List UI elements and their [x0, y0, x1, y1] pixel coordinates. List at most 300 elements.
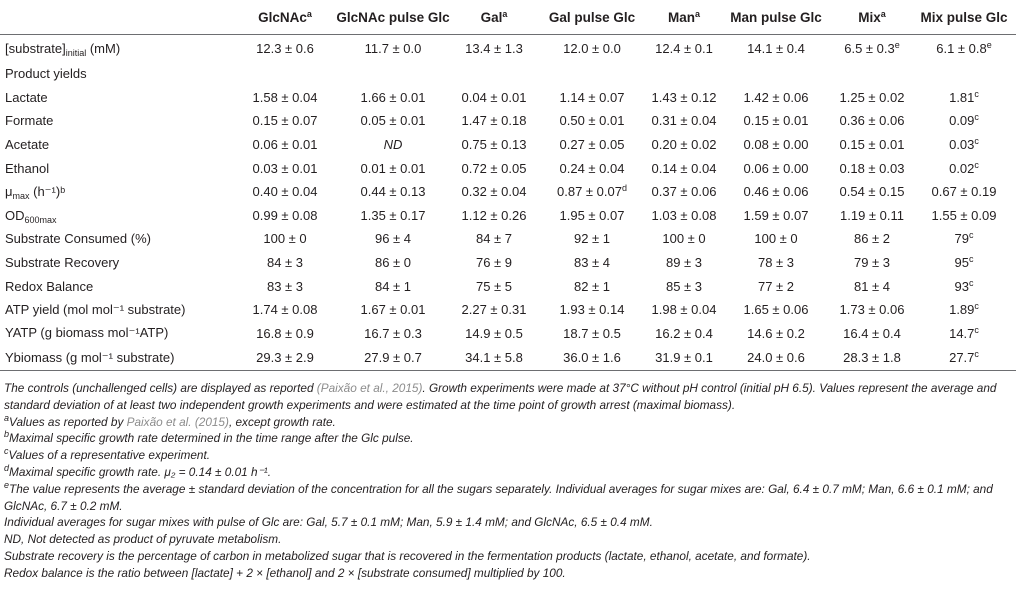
cell-value: 92 ± 1: [573, 231, 611, 247]
column-header-label: GlcNAc: [258, 9, 307, 25]
table-cell: [648, 133, 720, 157]
cell-value: 6.5 ± 0.3: [844, 41, 895, 56]
cell-value: 14.7: [949, 325, 975, 341]
footnote-marker: e: [894, 40, 900, 50]
row-label-text: ATP yield (mol mol⁻¹ substrate): [5, 301, 186, 317]
column-header-label: Gal pulse Glc: [548, 9, 636, 25]
table-cell: [236, 274, 334, 298]
table-row: [0, 180, 1016, 204]
cell-value: 18.7 ± 0.5: [563, 325, 621, 341]
row-label: [0, 156, 236, 180]
cell-value: 14.9 ± 0.5: [465, 325, 523, 341]
table-row: [0, 345, 1016, 371]
footnote-marker: c: [974, 324, 979, 335]
cell-value: 16.2 ± 0.4: [655, 325, 713, 341]
table-cell: [912, 133, 1016, 157]
cell-value: 84 ± 1: [374, 278, 412, 294]
column-header-label: GlcNAc pulse Glc: [336, 9, 450, 25]
table-row: [0, 298, 1016, 322]
footnote-e: $^e$The value represents the average ± standard deviation of the concentration for all the sugars separately. Individual averages for sugar mixes are: Gal, 6.4 ± 0.7 mM; Man, 6.6 ± 0.1 mM; and GlcNAc, 6.7 ± 0.2 mM.: [4, 479, 993, 513]
footnote-marker: d: [621, 183, 627, 194]
cell-value: 78 ± 3: [757, 255, 795, 271]
footnote-marker: a: [502, 8, 508, 19]
table-cell: [648, 109, 720, 133]
cell-value: 76 ± 9: [475, 255, 513, 271]
table-cell: [536, 109, 648, 133]
table-cell: [912, 180, 1016, 204]
table-cell: [536, 227, 648, 251]
cell-value: 12.4 ± 0.1: [655, 41, 713, 56]
table-cell: [720, 251, 832, 275]
cell-value: 28.3 ± 1.8: [843, 350, 901, 366]
footnote-redox: Redox balance is the ratio between [lactate] + 2 × [ethanol] and 2 × [substrate consumed] multiplied by 100.: [4, 565, 566, 580]
table-cell: [648, 62, 720, 86]
table-cell: [832, 133, 912, 157]
table-cell: [912, 298, 1016, 322]
cell-value: 77 ± 2: [757, 278, 795, 294]
row-label: [0, 86, 236, 110]
table-cell: [832, 274, 912, 298]
column-header: [0, 0, 236, 35]
table-cell: [452, 274, 536, 298]
footnote-pulse: Individual averages for sugar mixes with pulse of Glc are: Gal, 5.7 ± 0.1 mM; Man, 5.9 ± 1.4 mM; and GlcNAc, 6.5 ± 0.4 mM.: [4, 515, 653, 530]
cell-value: 16.7 ± 0.3: [364, 325, 422, 341]
table-row: [0, 274, 1016, 298]
footnote-b: $^b$Maximal specific growth rate determined in the time range after the Glc pulse.: [4, 429, 414, 446]
table-cell: [452, 156, 536, 180]
table-cell: [648, 180, 720, 204]
cell-value: 16.8 ± 0.9: [256, 325, 314, 341]
table-cell: [832, 298, 912, 322]
row-label-text: Product yields: [5, 66, 87, 82]
cell-value: 0.06 ± 0.01: [252, 137, 318, 153]
table-cell: [452, 35, 536, 63]
row-label: [0, 227, 236, 251]
table-body: [0, 35, 1016, 371]
cell-value: 31.9 ± 0.1: [655, 350, 713, 366]
footnote-marker: c: [974, 88, 979, 99]
row-label-suffix: (mM): [86, 41, 121, 56]
table-row: [0, 133, 1016, 157]
table-cell: [452, 204, 536, 228]
table-cell: [912, 86, 1016, 110]
cell-value: 1.55 ± 0.09: [931, 207, 997, 223]
table-row: [0, 86, 1016, 110]
column-header: [912, 0, 1016, 35]
column-header-label: Gal: [480, 9, 503, 25]
column-header: [832, 0, 912, 35]
table-cell: [334, 35, 452, 63]
table-cell: [648, 86, 720, 110]
row-label-subscript: 600max: [24, 214, 57, 225]
footnote-d: $^d$Maximal specific growth rate. μ₂ = 0.14 ± 0.01 h⁻¹.: [4, 462, 272, 479]
table-cell: [720, 345, 832, 371]
table-cell: [236, 35, 334, 63]
cell-value: ND: [383, 137, 403, 153]
table-cell: [648, 322, 720, 346]
footnote-marker: c: [974, 301, 979, 312]
cell-value: 0.32 ± 0.04: [461, 184, 527, 200]
cell-value: 79 ± 3: [853, 255, 891, 271]
table-cell: [452, 345, 536, 371]
cell-value: 1.03 ± 0.08: [651, 207, 717, 223]
header-row: [0, 0, 1016, 35]
cell-value: 27.7: [949, 350, 975, 366]
column-header-label: Man: [667, 9, 695, 25]
table-cell: [832, 322, 912, 346]
cell-value: 12.3 ± 0.6: [256, 41, 314, 56]
footnote-marker: c: [974, 136, 979, 147]
table-cell: [334, 298, 452, 322]
cell-value: 0.04 ± 0.01: [461, 89, 527, 105]
footnote-recovery: Substrate recovery is the percentage of carbon in metabolized sugar that is recovered in the fermentation products (lactate, ethanol, acetate, and formate).: [4, 548, 811, 563]
table-cell: [236, 322, 334, 346]
table-cell: [832, 35, 912, 63]
column-header-label: Mix pulse Glc: [920, 9, 1008, 25]
row-label-text: Acetate: [5, 137, 50, 153]
cell-value: 1.12 ± 0.26: [461, 207, 527, 223]
table-cell: [236, 251, 334, 275]
row-label-text: μ: [5, 183, 13, 199]
cell-value: 100 ± 0: [263, 231, 307, 247]
table-cell: [334, 156, 452, 180]
table-cell: [912, 345, 1016, 371]
table-cell: [832, 345, 912, 371]
cell-value: 1.47 ± 0.18: [461, 113, 527, 129]
footnote-marker: e: [986, 40, 992, 50]
cell-value: 75 ± 5: [475, 278, 513, 294]
table-cell: [536, 86, 648, 110]
table-cell: [452, 62, 536, 86]
table-cell: [236, 156, 334, 180]
cell-value: 1.59 ± 0.07: [743, 207, 809, 223]
table-cell: [334, 345, 452, 371]
row-label-subscript: max: [12, 190, 30, 201]
table-cell: [334, 133, 452, 157]
cell-value: 0.18 ± 0.03: [839, 160, 905, 176]
table-cell: [648, 298, 720, 322]
footnote-nd: ND, Not detected as product of pyruvate metabolism.: [4, 532, 282, 547]
table-cell: [912, 251, 1016, 275]
cell-value: 0.14 ± 0.04: [651, 160, 717, 176]
table-cell: [452, 180, 536, 204]
table-cell: [334, 322, 452, 346]
table-cell: [720, 133, 832, 157]
cell-value: 1.95 ± 0.07: [559, 207, 625, 223]
cell-value: 1.35 ± 0.17: [360, 207, 426, 223]
row-label: [0, 298, 236, 322]
table-cell: [452, 227, 536, 251]
row-label-text: Redox Balance: [5, 278, 94, 294]
table-cell: [912, 35, 1016, 63]
cell-value: 0.72 ± 0.05: [461, 160, 527, 176]
footnote-marker: a: [306, 8, 312, 19]
row-label: [0, 62, 236, 86]
table-footnotes: [4, 380, 1012, 582]
table-cell: [236, 204, 334, 228]
row-label: [0, 274, 236, 298]
cell-value: 2.27 ± 0.31: [461, 302, 527, 318]
cell-value: 86 ± 2: [853, 231, 891, 247]
cell-value: 86 ± 0: [374, 255, 412, 271]
table-cell: [832, 62, 912, 86]
footnote-marker: c: [974, 349, 979, 360]
cell-value: 82 ± 1: [573, 278, 611, 294]
table-cell: [536, 204, 648, 228]
cell-value: 1.14 ± 0.07: [559, 89, 625, 105]
table-cell: [720, 156, 832, 180]
cell-value: 1.74 ± 0.08: [252, 302, 318, 318]
table-cell: [452, 322, 536, 346]
table-cell: [236, 133, 334, 157]
table-cell: [720, 322, 832, 346]
cell-value: 0.08 ± 0.00: [743, 137, 809, 153]
cell-value: 27.9 ± 0.7: [364, 350, 422, 366]
table-row: [0, 322, 1016, 346]
cell-value: 79: [954, 231, 969, 247]
table-row: [0, 62, 1016, 86]
cell-value: 14.1 ± 0.4: [747, 41, 805, 56]
column-header: [720, 0, 832, 35]
table-cell: [236, 298, 334, 322]
table-cell: [912, 204, 1016, 228]
table-cell: [334, 204, 452, 228]
cell-value: 0.44 ± 0.13: [360, 184, 426, 200]
cell-value: 100 ± 0: [754, 231, 798, 247]
cell-value: 89 ± 3: [665, 255, 703, 271]
row-label: [0, 180, 236, 204]
row-label: [0, 322, 236, 346]
reference-link[interactable]: Paixão et al. (2015): [126, 414, 229, 429]
table-cell: [452, 298, 536, 322]
column-header: [236, 0, 334, 35]
table-cell: [536, 274, 648, 298]
cell-value: 36.0 ± 1.6: [563, 350, 621, 366]
table-row: [0, 227, 1016, 251]
table-cell: [720, 86, 832, 110]
table-cell: [720, 62, 832, 86]
row-label-text: OD: [5, 207, 25, 223]
cell-value: 83 ± 4: [573, 255, 611, 271]
cell-value: 100 ± 0: [662, 231, 706, 247]
cell-value: 24.0 ± 0.6: [747, 350, 805, 366]
column-header-label: Man pulse Glc: [730, 9, 822, 25]
footnote-marker: c: [974, 112, 979, 123]
table-cell: [536, 298, 648, 322]
cell-value: 0.24 ± 0.04: [559, 160, 625, 176]
table-cell: [720, 227, 832, 251]
cell-value: 29.3 ± 2.9: [256, 350, 314, 366]
table-cell: [648, 35, 720, 63]
table-cell: [720, 274, 832, 298]
table-cell: [236, 345, 334, 371]
table-cell: [536, 251, 648, 275]
cell-value: 93: [954, 278, 969, 294]
cell-value: 0.75 ± 0.13: [461, 137, 527, 153]
cell-value: 13.4 ± 1.3: [465, 41, 523, 56]
cell-value: 0.02: [949, 160, 975, 176]
cell-value: 84 ± 7: [475, 231, 513, 247]
table-cell: [648, 274, 720, 298]
table-cell: [334, 251, 452, 275]
table-row: [0, 156, 1016, 180]
cell-value: 81 ± 4: [853, 278, 891, 294]
cell-value: 1.93 ± 0.14: [559, 302, 625, 318]
table-cell: [832, 251, 912, 275]
table-cell: [536, 322, 648, 346]
table-cell: [536, 156, 648, 180]
table-cell: [912, 156, 1016, 180]
footnote-a: $^a$Values as reported by Paixão et al. (2015), except growth rate.: [4, 412, 336, 429]
row-label-subscript: initial: [65, 48, 87, 58]
table-row: [0, 109, 1016, 133]
footnote-marker: c: [974, 159, 979, 170]
table-cell: [832, 180, 912, 204]
cell-value: 0.87 ± 0.07: [557, 184, 622, 200]
row-label-text: Substrate Consumed (%): [5, 231, 151, 247]
table-cell: [912, 227, 1016, 251]
table-cell: [720, 35, 832, 63]
table-cell: [236, 86, 334, 110]
table-cell: [536, 133, 648, 157]
cell-value: 0.20 ± 0.02: [651, 137, 717, 153]
table-cell: [720, 180, 832, 204]
table-cell: [334, 109, 452, 133]
table-cell: [832, 156, 912, 180]
row-label-text: Lactate: [5, 89, 48, 105]
table-cell: [334, 86, 452, 110]
cell-value: 0.03: [949, 137, 975, 153]
row-label: [0, 251, 236, 275]
column-header-label: Mix: [858, 9, 881, 25]
table-cell: [536, 62, 648, 86]
cell-value: 1.89: [949, 302, 975, 318]
table-cell: [334, 227, 452, 251]
table-cell: [236, 180, 334, 204]
table-cell: [832, 86, 912, 110]
row-label-text: Ethanol: [5, 160, 50, 176]
cell-value: 11.7 ± 0.0: [364, 41, 422, 56]
footnote-controls: The controls (unchallenged cells) are displayed as reported (Paixão et al., 2015). Growth experiments were made at 37°C without pH control (initial pH 6.5). Values represent the average and standard deviation of at least two independent growth experiments and were estimated at the time point of growth arrest (maximal biomass).: [4, 381, 997, 412]
table-cell: [912, 62, 1016, 86]
footnote-marker: c: [968, 254, 974, 265]
table-cell: [536, 35, 648, 63]
reference-link[interactable]: (Paixão et al., 2015): [316, 381, 423, 395]
cell-value: 95: [954, 255, 969, 271]
column-header: [452, 0, 536, 35]
cell-value: 83 ± 3: [266, 278, 304, 294]
table-cell: [648, 156, 720, 180]
table-cell: [912, 109, 1016, 133]
cell-value: 0.46 ± 0.06: [743, 184, 809, 200]
row-label: [0, 345, 236, 371]
footnote-marker: a: [694, 8, 700, 19]
cell-value: 1.65 ± 0.06: [743, 302, 809, 318]
table-cell: [236, 109, 334, 133]
row-label-suffix: (h⁻¹)ᵇ: [29, 183, 66, 199]
table-cell: [452, 86, 536, 110]
cell-value: 6.1 ± 0.8: [936, 41, 987, 56]
cell-value: 0.15 ± 0.01: [743, 113, 809, 129]
row-label-text: Substrate Recovery: [5, 255, 120, 271]
cell-value: 0.40 ± 0.04: [252, 184, 318, 200]
table-cell: [236, 227, 334, 251]
cell-value: 96 ± 4: [374, 231, 412, 247]
footnote-marker: c: [968, 230, 974, 241]
footnote-marker: c: [968, 277, 974, 288]
cell-value: 0.67 ± 0.19: [931, 184, 997, 200]
table-cell: [720, 109, 832, 133]
row-label: [0, 109, 236, 133]
table-cell: [648, 345, 720, 371]
table-cell: [452, 251, 536, 275]
column-header: [334, 0, 452, 35]
table-cell: [536, 180, 648, 204]
cell-value: 0.15 ± 0.07: [252, 113, 318, 129]
table-cell: [832, 227, 912, 251]
cell-value: 1.25 ± 0.02: [839, 89, 905, 105]
table-cell: [334, 62, 452, 86]
cell-value: 1.67 ± 0.01: [360, 302, 426, 318]
cell-value: 0.15 ± 0.01: [839, 137, 905, 153]
table-cell: [452, 133, 536, 157]
cell-value: 0.05 ± 0.01: [360, 113, 426, 129]
table-row: [0, 251, 1016, 275]
footnote-c: $^c$Values of a representative experiment.: [4, 446, 211, 463]
table-row: [0, 35, 1016, 63]
table-row: [0, 204, 1016, 228]
table-cell: [720, 298, 832, 322]
cell-value: 0.37 ± 0.06: [651, 184, 717, 200]
cell-value: 16.4 ± 0.4: [843, 325, 901, 341]
row-label: [0, 35, 236, 63]
cell-value: 0.01 ± 0.01: [360, 160, 426, 176]
cell-value: 1.66 ± 0.01: [360, 89, 426, 105]
row-label-text: YATP (g biomass mol⁻¹ATP): [5, 325, 169, 341]
cell-value: 1.73 ± 0.06: [839, 302, 905, 318]
cell-value: 0.27 ± 0.05: [559, 137, 625, 153]
cell-value: 0.09: [949, 113, 975, 129]
cell-value: 84 ± 3: [266, 255, 304, 271]
row-label-text: Ybiomass (g mol⁻¹ substrate): [5, 349, 175, 365]
cell-value: 14.6 ± 0.2: [747, 325, 805, 341]
table-cell: [648, 251, 720, 275]
row-label: [0, 133, 236, 157]
table-cell: [334, 274, 452, 298]
cell-value: 0.31 ± 0.04: [651, 113, 717, 129]
row-label-text: [substrate]: [5, 41, 66, 56]
column-header: [536, 0, 648, 35]
cell-value: 1.98 ± 0.04: [651, 302, 717, 318]
cell-value: 0.50 ± 0.01: [559, 113, 625, 129]
cell-value: 1.43 ± 0.12: [651, 89, 717, 105]
table-cell: [648, 204, 720, 228]
cell-value: 0.99 ± 0.08: [252, 207, 318, 223]
table-cell: [832, 109, 912, 133]
cell-value: 1.81: [949, 89, 975, 105]
cell-value: 0.54 ± 0.15: [839, 184, 905, 200]
column-header: [648, 0, 720, 35]
table-cell: [720, 204, 832, 228]
row-label-text: Formate: [5, 113, 54, 129]
table-cell: [912, 322, 1016, 346]
cell-value: 1.58 ± 0.04: [252, 89, 318, 105]
cell-value: 85 ± 3: [665, 278, 703, 294]
table-cell: [536, 345, 648, 371]
table-cell: [912, 274, 1016, 298]
cell-value: 34.1 ± 5.8: [465, 350, 523, 366]
cell-value: 1.42 ± 0.06: [743, 89, 809, 105]
